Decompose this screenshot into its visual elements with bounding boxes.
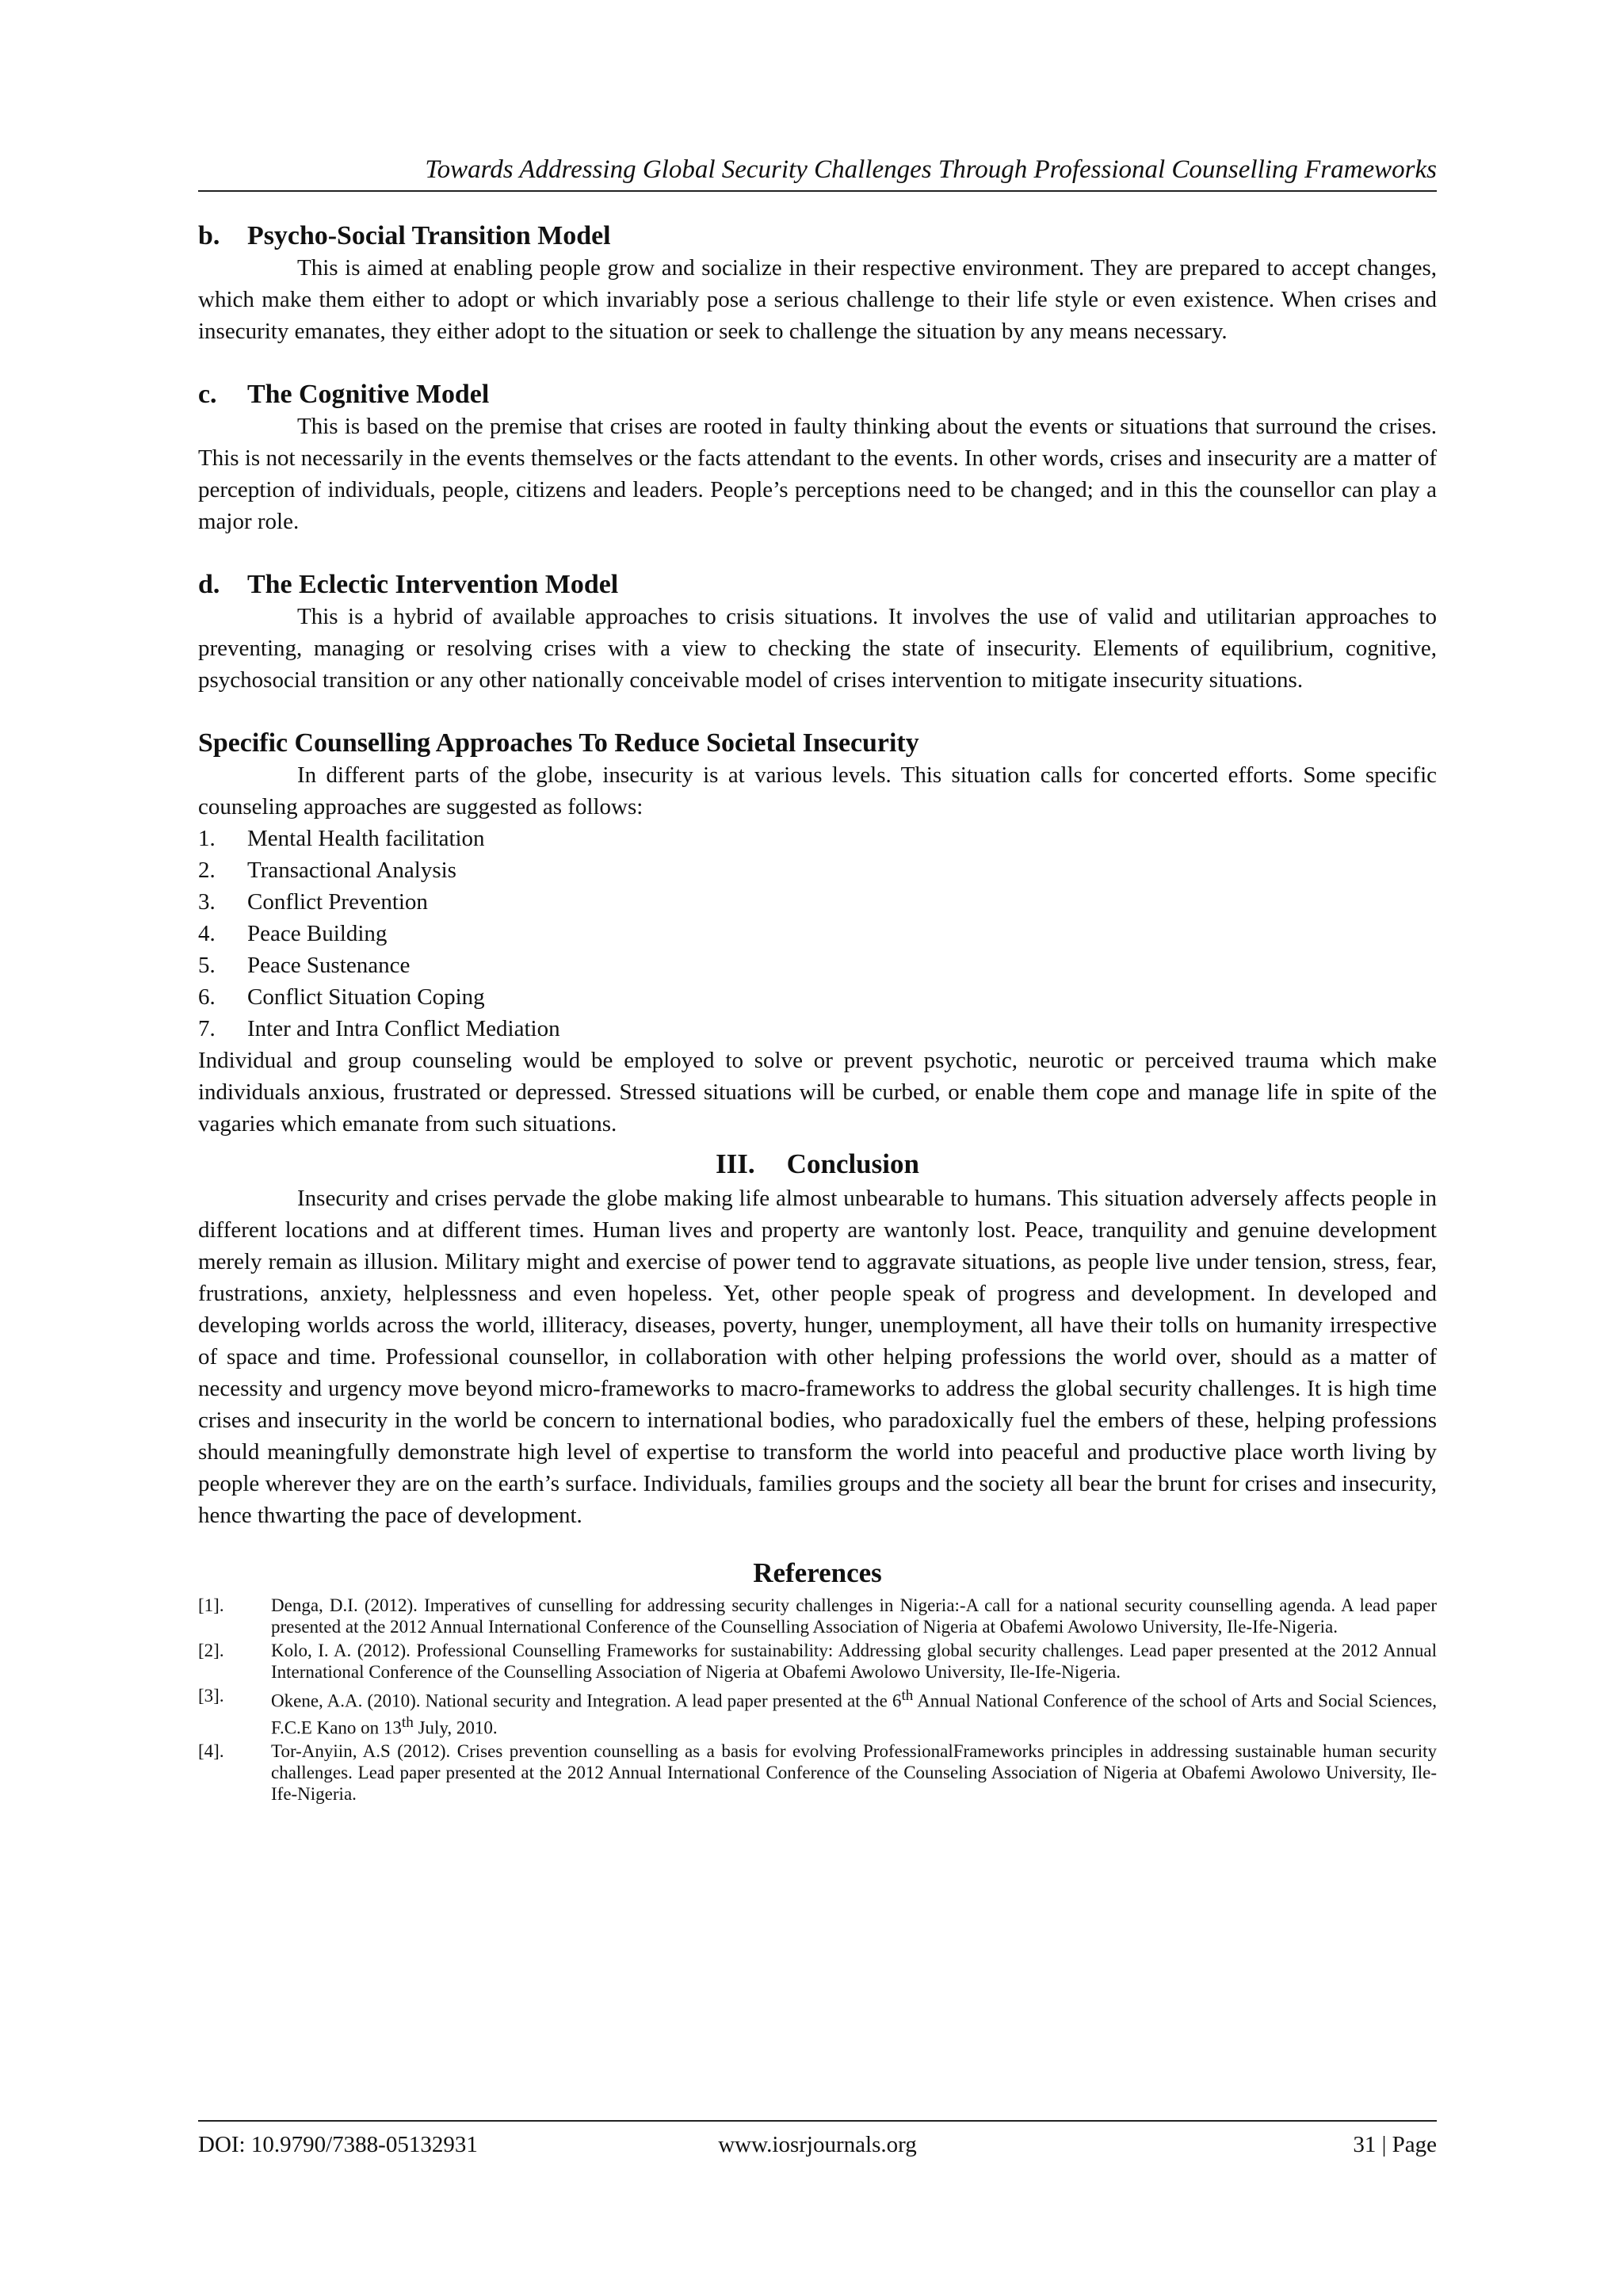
header-rule [198, 190, 1437, 192]
section-title: The Eclectic Intervention Model [247, 570, 619, 599]
section-letter: d. [198, 570, 220, 599]
list-number: 1. [198, 826, 216, 851]
list-number: 3. [198, 889, 216, 915]
paragraph-eclectic: This is a hybrid of available approaches to crisis situations. It involves the use of valid and utilitarian approaches to preventing, managing or resolving crises with a view to checking the state of insecurity. Elements of equilibrium, cognitive, psychosocial transition or any other nationally conceivable model of crises intervention to mitigate insecurity situations. [198, 604, 1437, 693]
list-item [198, 981, 1437, 1013]
main-content [198, 220, 1437, 1807]
reference-number: [2]. [198, 1641, 224, 1660]
list-number: 6. [198, 984, 216, 1010]
footer-page-number: 31 | Page [1353, 2132, 1437, 2157]
list-number: 7. [198, 1016, 216, 1041]
reference-text-part: Annual National Conference of the school of Arts and Social Sciences, F.C.E Kano on 13 [271, 1690, 1437, 1738]
footer-doi: DOI: 10.9790/7388-05132931 [198, 2132, 478, 2157]
references-list [198, 1595, 1437, 1805]
list-text: Mental Health facilitation [247, 826, 485, 851]
footer-rule [198, 2120, 1437, 2122]
reference-item [198, 1640, 1437, 1683]
references-heading: References [753, 1557, 882, 1588]
paragraph-cognitive: This is based on the premise that crises are rooted in faulty thinking about the events or situations that surround the crises. This is not necessarily in the events themselves or the facts attendant to the events. In other words, crises and insecurity are a matter of perception of individuals, people, citizens and leaders. People’s perceptions need to be changed; and in this the counsellor can play a major role. [198, 414, 1437, 534]
section-heading-cognitive [198, 379, 1437, 411]
list-text: Inter and Intra Conflict Mediation [247, 1016, 560, 1041]
list-number: 4. [198, 921, 216, 946]
list-item [198, 949, 1437, 981]
list-number: 2. [198, 858, 216, 883]
running-header: Towards Addressing Global Security Challenges Through Professional Counselling Frameworks [425, 155, 1437, 184]
paragraph-specific-outro: Individual and group counseling would be employed to solve or prevent psychotic, neurotic or perceived trauma which make individuals anxious, frustrated or depressed. Stressed situations will be curbed, or enable them cope and manage life in spite of the vagaries which emanate from such situations. [198, 1048, 1437, 1137]
section-heading-specific-approaches: Specific Counselling Approaches To Reduce Societal Insecurity [198, 728, 919, 758]
list-number: 5. [198, 953, 216, 978]
reference-superscript: th [901, 1687, 914, 1704]
section-heading-conclusion [198, 1146, 1437, 1182]
list-text: Peace Sustenance [247, 953, 411, 978]
reference-text: Kolo, I. A. (2012). Professional Counselling Frameworks for sustainability: Addressing global security challenges. Lead paper presented at the 2012 Annual International Conference of the Counselling Association of Nigeria at Obafemi Awolowo University, Ile-Ife-Nigeria. [271, 1641, 1437, 1682]
reference-item [198, 1685, 1437, 1738]
list-item [198, 1013, 1437, 1045]
paper-page [198, 0, 1437, 2296]
section-heading-eclectic [198, 569, 1437, 601]
list-text: Transactional Analysis [247, 858, 456, 883]
reference-text: Tor-Anyiin, A.S (2012). Crises prevention counselling as a basis for evolving ProfessionalFrameworks principles in addressing sustainable human security challenges. Lead paper presented at the 2012 Annual International Conference of the Counseling Association of Nigeria at Obafemi Awolowo University, Ile-Ife-Nigeria. [271, 1741, 1437, 1805]
paragraph-psycho-social: This is aimed at enabling people grow and socialize in their respective environment. They are prepared to accept changes, which make them either to adopt or which invariably pose a serious challenge to their life style or even existence. When crises and insecurity emanates, they either adopt to the situation or seek to challenge the situation by any means necessary. [198, 255, 1437, 344]
paragraph-specific-intro: In different parts of the globe, insecurity is at various levels. This situation calls for concerted efforts. Some specific counseling approaches are suggested as follows: [198, 762, 1437, 819]
list-item [198, 886, 1437, 918]
reference-number: [4]. [198, 1741, 224, 1762]
list-item [198, 823, 1437, 854]
list-item [198, 918, 1437, 949]
paragraph-conclusion: Insecurity and crises pervade the globe making life almost unbearable to humans. This situation adversely affects people in different locations and at different times. Human lives and property are wantonly lost. Peace, tranquility and genuine development merely remain as illusion. Military might and exercise of power tend to aggravate situations, as people live under tension, stress, fear, frustrations, anxiety, helplessness and even hopeless. Yet, other people speak of progress and development. In developed and developing worlds across the world, illiteracy, diseases, poverty, hunger, unemployment, all have their tolls on humanity irrespective of space and time. Professional counsellor, in collaboration with other helping professions the world over, should as a matter of necessity and urgency move beyond micro-frameworks to macro-frameworks to address the global security challenges. It is high time crises and insecurity in the world be concern to international bodies, who paradoxically fuel the embers of these, helping professions should meaningfully demonstrate high level of expertise to transform the world into peaceful and productive place worth living by people wherever they are on the earth’s surface. Individuals, families groups and the society all bear the brunt for crises and insecurity, hence thwarting the pace of development. [198, 1186, 1437, 1528]
reference-item [198, 1740, 1437, 1805]
list-text: Peace Building [247, 921, 388, 946]
reference-number: [1]. [198, 1595, 224, 1615]
reference-superscript: th [401, 1713, 414, 1731]
list-text: Conflict Prevention [247, 889, 428, 915]
reference-text: Denga, D.I. (2012). Imperatives of cunselling for addressing security challenges in Nigeria:-A call for a national security counselling agenda. A lead paper presented at the 2012 Annual International Conference of the Counselling Association of Nigeria at Obafemi Awolowo University, Ile-Ife-Nigeria. [271, 1595, 1437, 1637]
reference-item [198, 1595, 1437, 1637]
section-letter: b. [198, 221, 220, 250]
reference-text-part: July, 2010. [413, 1717, 498, 1738]
list-text: Conflict Situation Coping [247, 984, 485, 1010]
section-number: III. [716, 1148, 755, 1179]
footer-website-link[interactable]: www.iosrjournals.org [718, 2132, 917, 2157]
reference-text-part: Okene, A.A. (2010). National security and Integration. A lead paper presented at the 6 [271, 1690, 902, 1711]
section-title: Psycho-Social Transition Model [247, 221, 611, 250]
approaches-list [198, 823, 1437, 1045]
section-title: The Cognitive Model [247, 380, 490, 409]
reference-text [271, 1685, 1437, 1738]
section-title: Conclusion [786, 1148, 919, 1179]
section-letter: c. [198, 380, 217, 409]
reference-number: [3]. [198, 1686, 224, 1706]
section-heading-psycho-social [198, 220, 1437, 252]
list-item [198, 854, 1437, 886]
page-footer [198, 2127, 1437, 2162]
